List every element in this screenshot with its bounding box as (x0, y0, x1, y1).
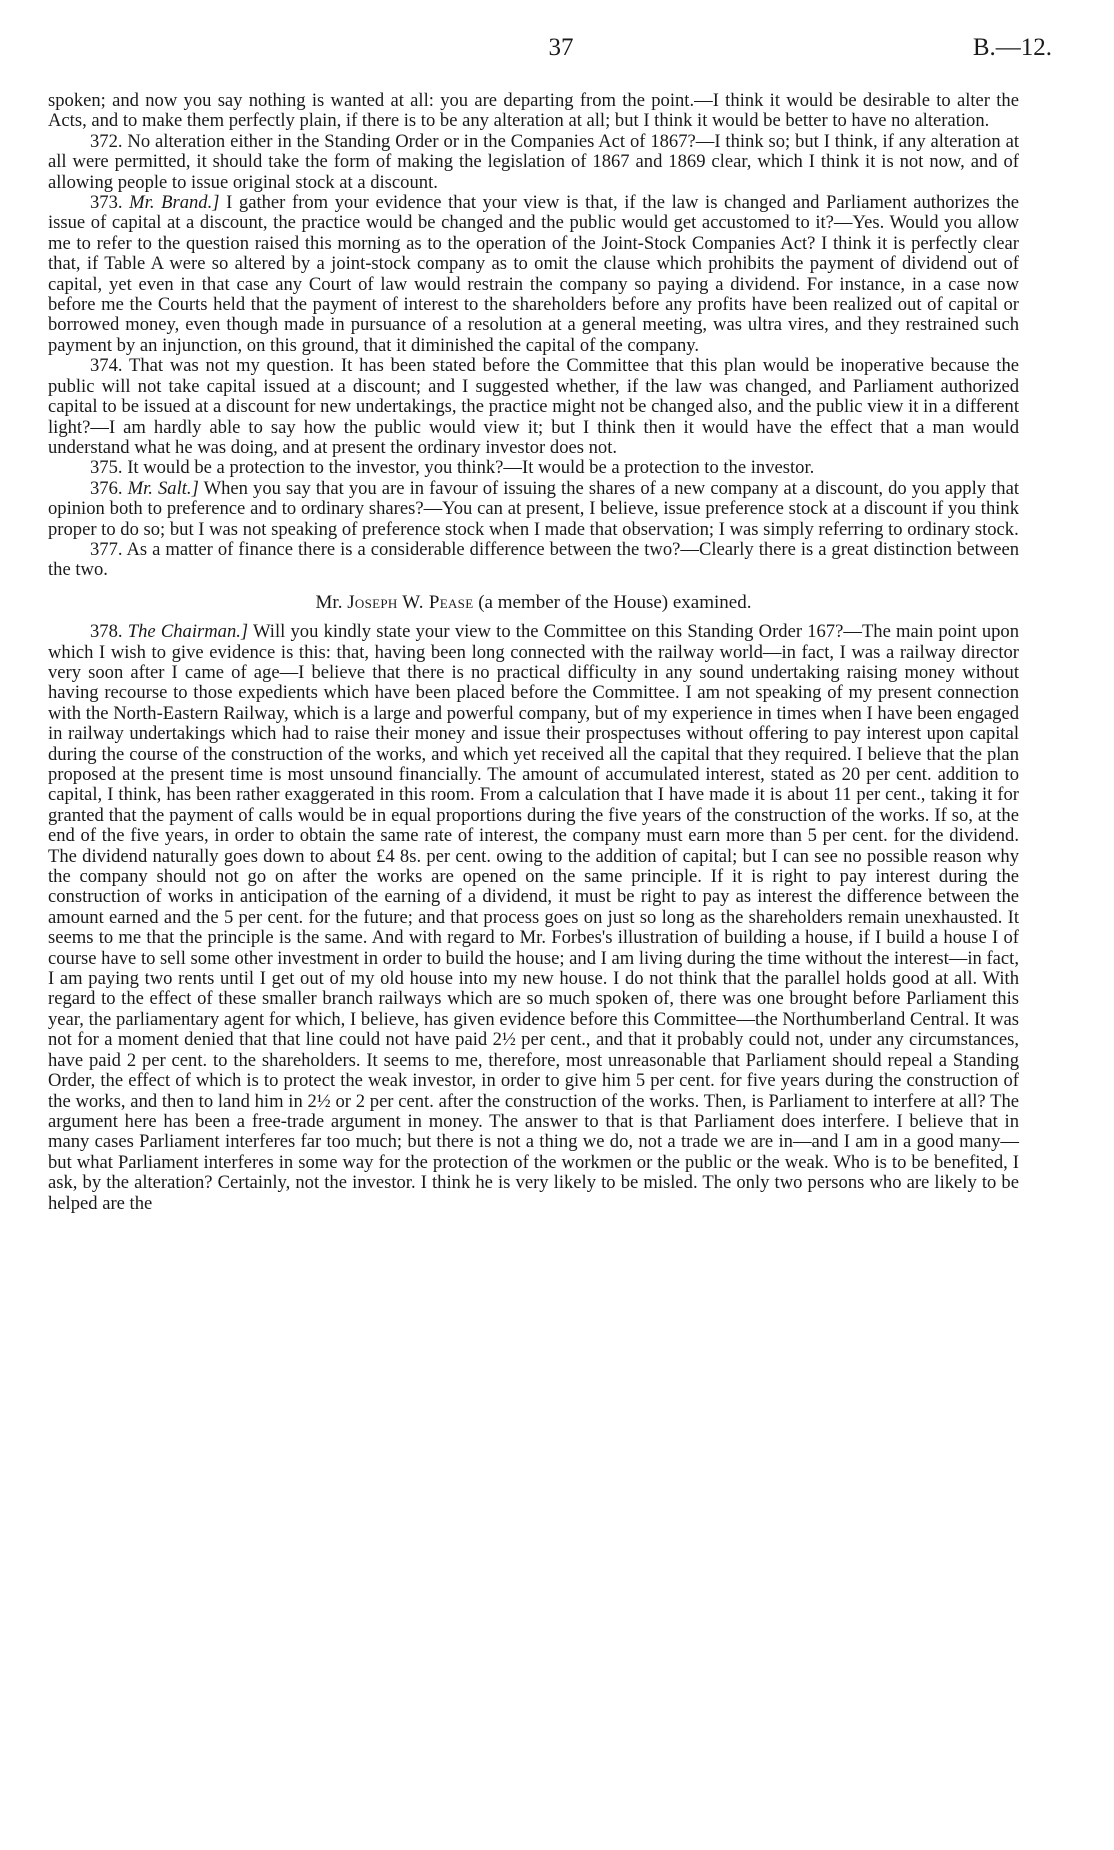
question-number: 372. (90, 130, 123, 152)
evidence-body (48, 91, 1019, 1214)
speaker-name: Mr. Salt.] (127, 477, 199, 499)
witness-prefix: Mr. (315, 591, 343, 613)
page-header (48, 30, 1074, 70)
paragraph-text: No alteration either in the Standing Order or in the Companies Act of 1867?—I think so; but I think, if any alteration at all were permitted, it should take the form of making the legislation of 1867 and 1869 clear, which I think it is not now, and of allowing people to issue original stock at a discount. (48, 130, 1019, 193)
page-number: 37 (548, 34, 574, 61)
paragraph-text: As a matter of finance there is a considerable difference between the two?—Clearly there is a great distinction between the two. (48, 538, 1019, 581)
paragraph-text: I gather from your evidence that your view is that, if the law is changed and Parliament authorizes the issue of capital at a discount, the practice would be changed and the public would get accustomed to it?—Yes. Would you allow me to refer to the question raised this morning as to the operation of the Joint-Stock Companies Act? I think it is perfectly clear that, if Table A were so altered by a joint-stock company as to omit the clause which prohibits the payment of dividend out of capital, yet even in that case any Court of law would restrain the company so paying a dividend. For instance, in a case now before me the Courts held that the payment of interest to the shareholders before any profits have been realized out of capital or borrowed money, even though made in pursuance of a resolution at a general meeting, was ultra vires, and they restrained such payment by an injunction, on this ground, that it diminished the capital of the company. (48, 192, 1019, 356)
question-375 (48, 458, 1019, 478)
question-number: 374. (90, 355, 123, 377)
question-373 (48, 193, 1019, 356)
question-number: 376. (90, 477, 123, 499)
paragraph-text: spoken; and now you say nothing is wanted at all: you are departing from the point.—I think it would be desirable to alter the Acts, and to make them perfectly plain, if there is to be any alteration at all; but I think it would be better to have no alteration. (48, 90, 1019, 132)
question-number: 375. (90, 457, 123, 479)
question-377 (48, 540, 1019, 581)
witness-heading (48, 593, 1019, 613)
question-372 (48, 132, 1019, 193)
question-number: 373. (90, 192, 123, 214)
speaker-name: The Chairman.] (127, 621, 249, 643)
question-374 (48, 356, 1019, 458)
witness-suffix: (a member of the House) examined. (478, 591, 752, 613)
paragraph-text: When you say that you are in favour of issuing the shares of a new company at a discount, do you apply that opinion both to preference and to ordinary shares?—You can at present, I believe, issue preference stock at a discount if you think proper to do so; but I was not speaking of preference stock when I made that observation; I was simply referring to ordinary stock. (48, 477, 1019, 540)
paragraph-continuation (48, 91, 1019, 132)
speaker-name: Mr. Brand.] (129, 192, 220, 214)
paragraph-text: It would be a protection to the investor, you think?—It would be a protection to the investor. (127, 457, 815, 479)
question-376 (48, 479, 1019, 540)
question-378 (48, 622, 1019, 1214)
paper-reference: B.—12. (972, 34, 1052, 61)
witness-name: Joseph W. Pease (347, 591, 474, 613)
question-number: 378. (90, 621, 123, 643)
paragraph-text: That was not my question. It has been stated before the Committee that this plan would be inoperative because the public will not take capital issued at a discount; and I suggested whether, if the law was changed, and Parliament authorized capital to be issued at a discount for new undertakings, the practice might not be changed also, and the public view it in a different light?—I am hardly able to say how the public would view it; but I think then it would have the effect that a man would understand what he was doing, and at present the ordinary investor does not. (48, 355, 1020, 458)
paragraph-text: Will you kindly state your view to the Committee on this Standing Order 167?—The main point upon which I wish to give evidence is this: that, having been long connected with the railway world—in fact, I was a railway director very soon after I came of age—I believe that there is no practical difficulty in any sound undertaking raising money without having recourse to those expedients which have been placed before the Committee. I am not speaking of my present connection with the North-Eastern Railway, which is a large and powerful company, but of my experience in times when I have been engaged in railway undertakings which had to raise their money and issue their prospectuses without offering to pay interest upon capital during the course of the construction of the works, and which yet received all the capital that they required. I believe that the plan proposed at the present time is most unsound financially. The amount of accumulated interest, stated as 20 per cent. addition to capital, I think, has been rather exaggerated in this room. From a calculation that I have made it is about 11 per cent., taking it for granted that the payment of calls would be in equal proportions during the five years of the construction of the works. If so, at the end of the five years, in order to obtain the same rate of interest, the company must earn more than 5 per cent. for the dividend. The dividend naturally goes down to about £4 8s. per cent. owing to the addition of capital; but I can see no possible reason why the company should not go on after the works are opened on the same principle. If it is right to pay interest during the construction of works in anticipation of the earning of a dividend, it must be right to pay as interest the difference between the amount earned and the 5 per cent. for the future; and that process goes on just so long as the shareholders remain unexhausted. It seems to me that the principle is the same. And with regard to Mr. Forbes's illustration of building a house, if I build a house I of course have to sell some other investment in order to build the house; and I am living during the time without the interest—in fact, I am paying two rents until I get out of my old house into my new house. I do not think that the parallel holds good at all. With regard to the effect of these smaller branch railways which are so much spoken of, there was one brought before Parliament this year, the parliamentary agent for which, I believe, has given evidence before this Committee—the Northumberland Central. It was not for a moment denied that that line could not have paid 2½ per cent., and that it probably could not, under any circumstances, have paid 2 per cent. to the shareholders. It seems to me, therefore, most unreasonable that Parliament should repeal a Standing Order, the effect of which is to protect the weak investor, in order to give him 5 per cent. for five years during the construction of the works, and then to land him in 2½ or 2 per cent. after the construction of the works. Then, is Parliament to interfere at all? The argument here has been a free-trade argument in money. The answer to that is that Parliament does interfere. I believe that in many cases Parliament interferes far too much; but there is not a thing we do, not a trade we are in—and I am in a good many—but what Parliament interferes in some way for the protection of the workmen or the public or the weak. Who is to be benefited, I ask, by the alteration? Certainly, not the investor. I think he is very likely to be misled. The only two persons who are likely to be helped are the (48, 621, 1020, 1214)
question-number: 377. (90, 538, 123, 560)
